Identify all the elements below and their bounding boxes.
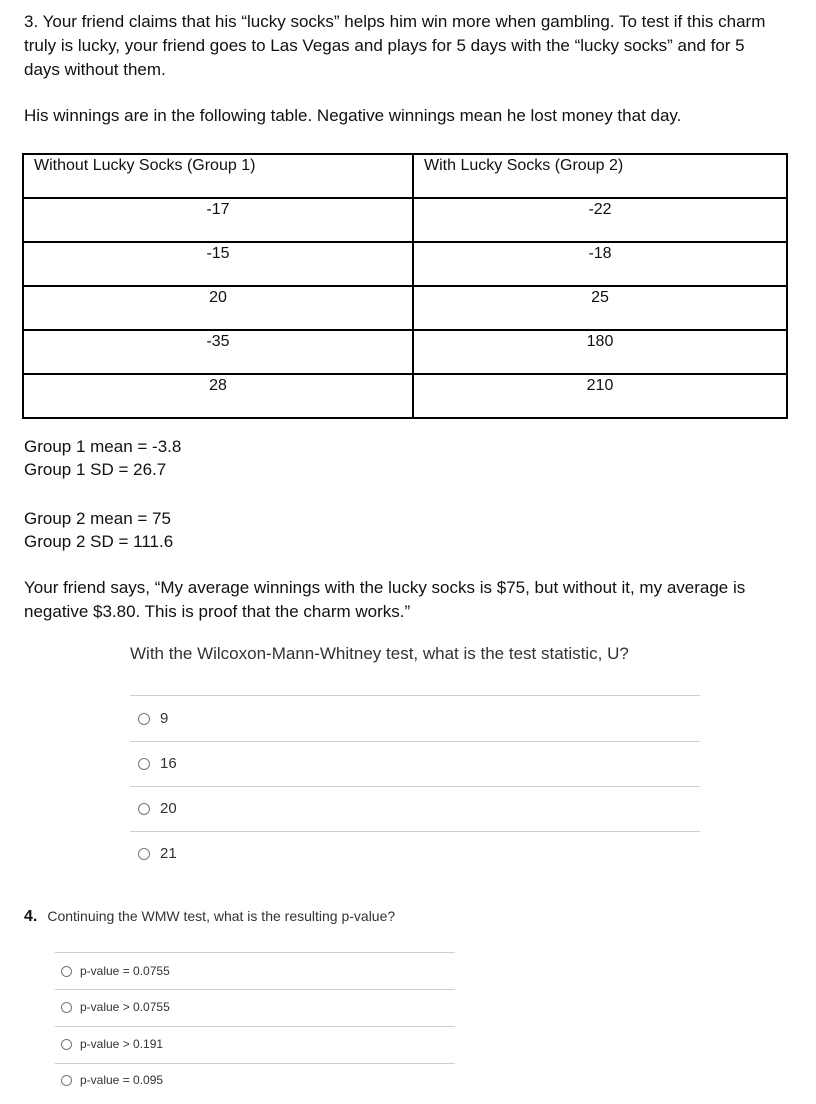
- group-2-stats: [24, 507, 173, 553]
- cell-group-1: -17: [23, 198, 413, 242]
- option-label: 16: [160, 755, 177, 772]
- table-row: [23, 286, 787, 330]
- friend-quote: Your friend says, “My average winnings with the lucky socks is $75, but without it, my average is negative $3.80. This is proof that the charm works.”: [24, 578, 746, 621]
- cell-group-1: -35: [23, 330, 413, 374]
- option-label: p-value = 0.0755: [80, 964, 170, 978]
- table-row: [23, 330, 787, 374]
- question-3-text: 3. Your friend claims that his “lucky socks” helps him win more when gambling. To test if this charm truly is lucky, your friend goes to Las Vegas and plays for 5 days with the “lucky socks” and for 5 days without them.: [24, 12, 766, 79]
- q3-option-9[interactable]: [138, 710, 168, 727]
- option-label: 9: [160, 710, 169, 727]
- divider: [55, 952, 455, 953]
- option-label: 21: [160, 845, 177, 862]
- q3-option-21[interactable]: [138, 845, 177, 862]
- radio-button[interactable]: [138, 713, 150, 725]
- q4-option-1[interactable]: [61, 964, 170, 978]
- cell-group-1: -15: [23, 242, 413, 286]
- header-group-1: Without Lucky Socks (Group 1): [23, 154, 413, 198]
- table-row: [23, 374, 787, 418]
- cell-group-2: -18: [413, 242, 787, 286]
- option-label: p-value > 0.191: [80, 1037, 164, 1051]
- group-1-stats: [24, 435, 181, 481]
- winnings-table: [22, 153, 788, 419]
- divider: [130, 695, 700, 696]
- header-group-2: With Lucky Socks (Group 2): [413, 154, 787, 198]
- group-1-mean: Group 1 mean = -3.8: [24, 437, 182, 456]
- radio-button[interactable]: [61, 966, 72, 977]
- q4-option-3[interactable]: [61, 1037, 163, 1051]
- q4-option-2[interactable]: [61, 1000, 170, 1014]
- divider: [55, 989, 455, 990]
- divider: [130, 741, 700, 742]
- option-label: 20: [160, 800, 177, 817]
- radio-button[interactable]: [138, 848, 150, 860]
- cell-group-2: 25: [413, 286, 787, 330]
- q3-option-16[interactable]: [138, 755, 177, 772]
- question-3-prompt: With the Wilcoxon-Mann-Whitney test, what is the test statistic, U?: [130, 644, 629, 663]
- table-header-row: [23, 154, 787, 198]
- table-intro: His winnings are in the following table. Negative winnings mean he lost money that day.: [24, 106, 682, 125]
- radio-button[interactable]: [61, 1002, 72, 1013]
- q4-option-4[interactable]: [61, 1073, 163, 1087]
- cell-group-1: 28: [23, 374, 413, 418]
- divider: [130, 786, 700, 787]
- group-2-sd: Group 2 SD = 111.6: [24, 532, 174, 551]
- group-1-sd: Group 1 SD = 26.7: [24, 460, 167, 479]
- radio-button[interactable]: [61, 1075, 72, 1086]
- table-row: [23, 198, 787, 242]
- radio-button[interactable]: [138, 803, 150, 815]
- q3-option-20[interactable]: [138, 800, 177, 817]
- question-4-prompt: Continuing the WMW test, what is the resulting p-value?: [47, 908, 396, 924]
- option-label: p-value > 0.0755: [80, 1000, 170, 1014]
- question-4-heading: [24, 908, 395, 926]
- option-label: p-value = 0.095: [80, 1073, 164, 1087]
- group-2-mean: Group 2 mean = 75: [24, 509, 171, 528]
- cell-group-2: 210: [413, 374, 787, 418]
- question-4-number: 4.: [24, 908, 38, 925]
- divider: [130, 831, 700, 832]
- radio-button[interactable]: [61, 1039, 72, 1050]
- divider: [55, 1063, 455, 1064]
- cell-group-2: 180: [413, 330, 787, 374]
- cell-group-1: 20: [23, 286, 413, 330]
- cell-group-2: -22: [413, 198, 787, 242]
- radio-button[interactable]: [138, 758, 150, 770]
- divider: [55, 1026, 455, 1027]
- table-row: [23, 242, 787, 286]
